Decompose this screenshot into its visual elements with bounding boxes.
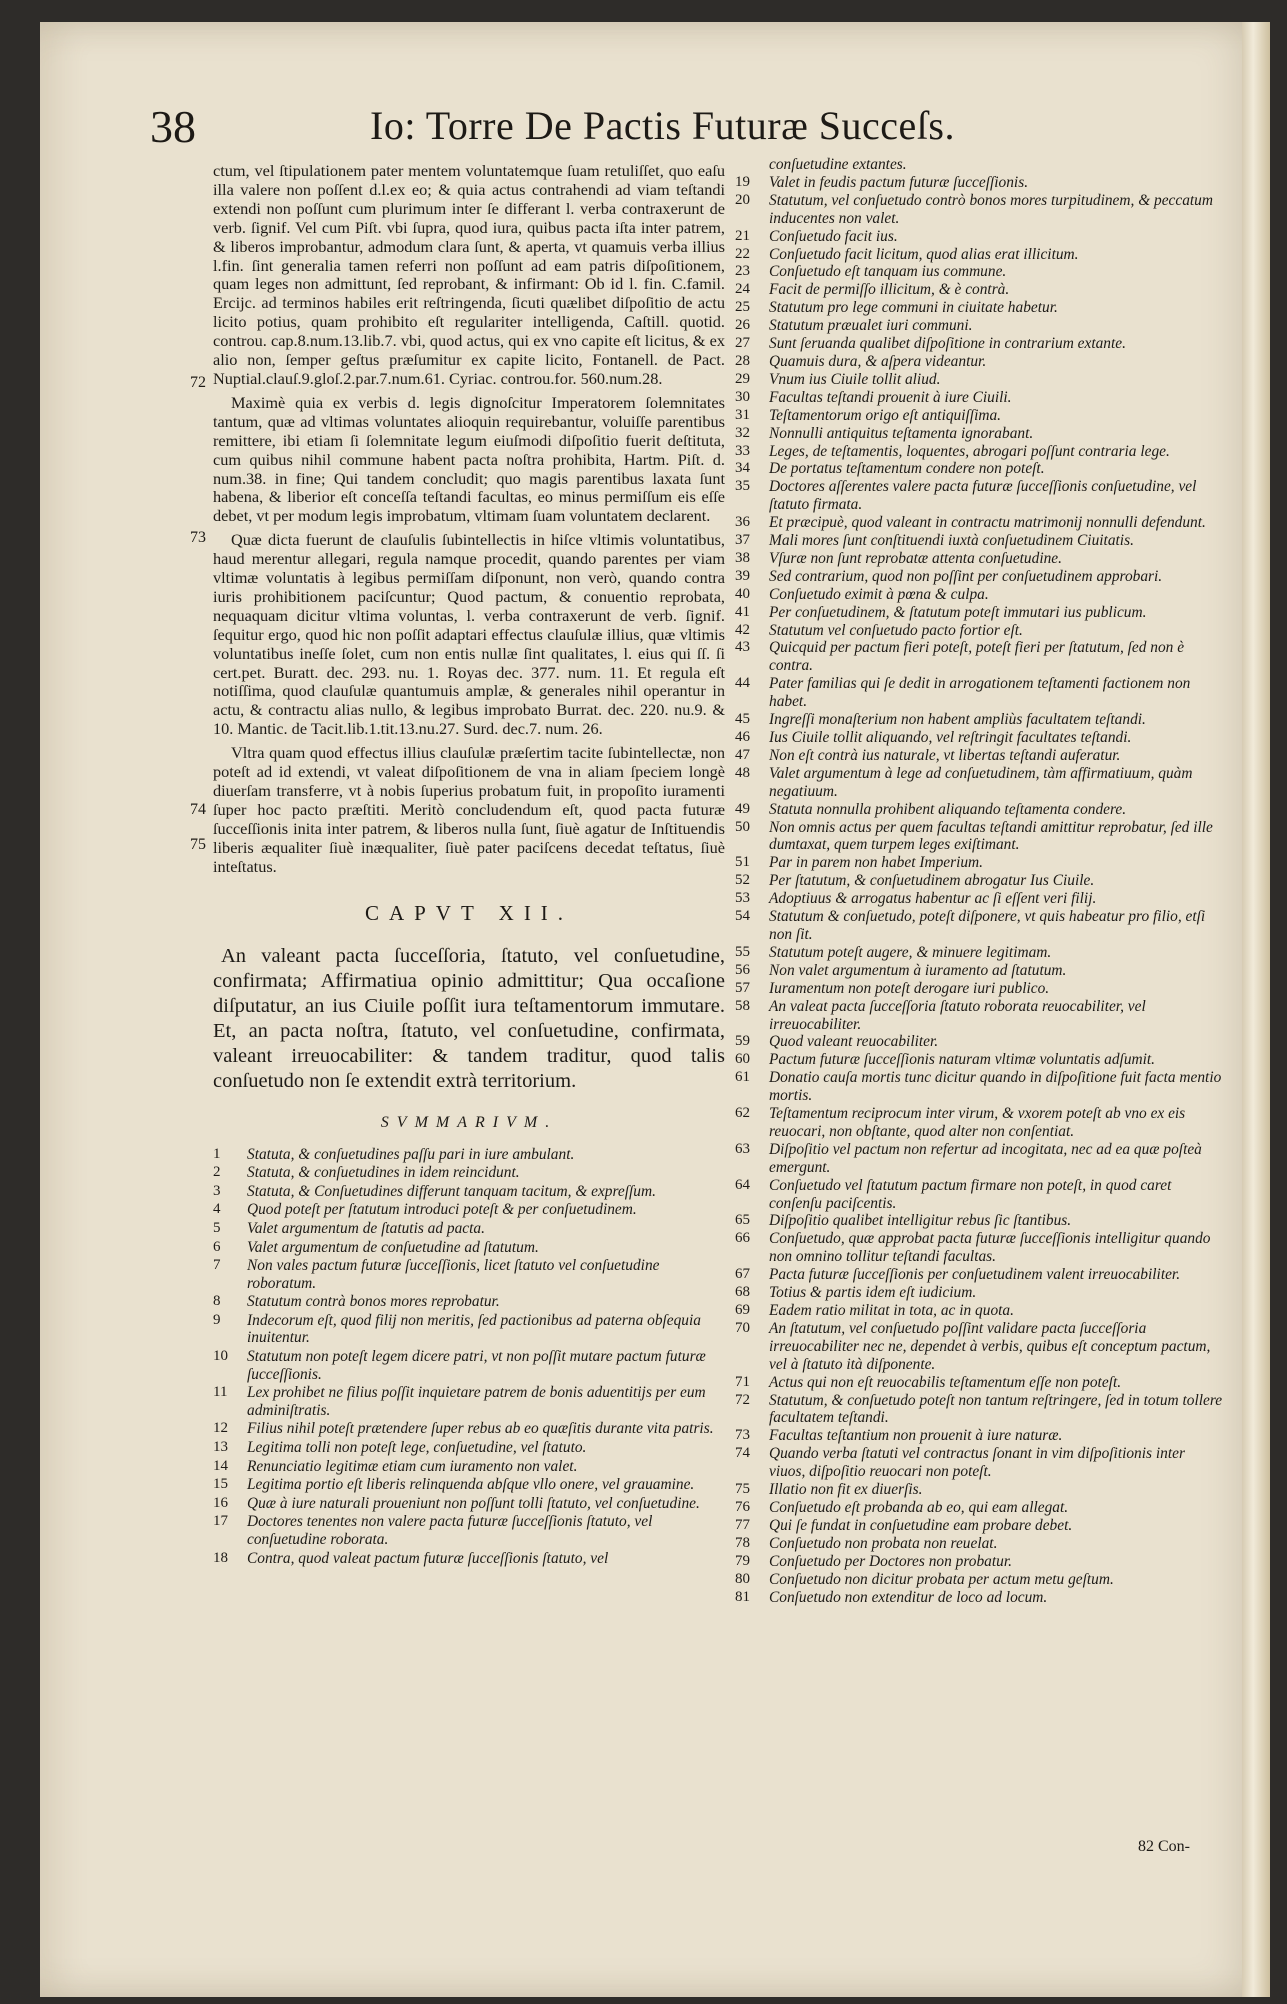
summary-item-number: 21 (735, 227, 750, 244)
summary-item-text: Diſpoſitio vel pactum non refertur ad incogitata, nec ad ea quæ poſteà emergunt. (769, 1140, 1202, 1176)
summary-item-text: Conſuetudo eſt probanda ab eo, qui eam allegat. (769, 1498, 1069, 1516)
summary-item-number: 58 (735, 997, 750, 1014)
summary-item-text: Vſuræ non ſunt reprobatæ attenta conſuetudine. (769, 549, 1062, 567)
summary-item-number: 45 (735, 711, 750, 728)
summary-item-text: Filius nihil poteſt prætendere ſuper rebus ab eo quæſitis durante vita patris. (247, 1420, 714, 1438)
summary-item-text: Contra, quod valeat pactum futuræ ſucceſſionis ſtatuto, vel (247, 1549, 609, 1567)
summary-item (213, 1164, 725, 1182)
summary-item-text: Eadem ratio militat in tota, ac in quota. (769, 1302, 1014, 1319)
summary-item (735, 1535, 1225, 1553)
summary-item-text: Statutum & conſuetudo, poteſt diſponere, vt quis habeatur pro filio, etſi non ſit. (769, 908, 1206, 943)
summary-item (735, 944, 1225, 962)
summary-item-number: 46 (735, 729, 750, 745)
summary-item-text: Pacta futuræ ſucceſſionis per conſuetudinem valent irreuocabiliter. (769, 1266, 1181, 1284)
summary-item-text: Iuramentum non poteſt derogare iuri publico. (769, 979, 1050, 997)
summary-item-text: Doctores aſſerentes valere pacta futuræ ſucceſſionis conſuetudine, vel ſtatuto firmata. (769, 478, 1197, 514)
chapter-heading: CAPVT XII. (364, 900, 574, 925)
summary-item-number: 64 (735, 1176, 750, 1193)
summary-item-text: Actus qui non eſt reuocabilis teſtamentum eſſe non poteſt. (769, 1373, 1122, 1391)
summary-item-number: 24 (735, 281, 750, 298)
right-column (735, 156, 1225, 1606)
summary-item-number: 52 (735, 872, 750, 889)
summary-item-number: 48 (735, 764, 750, 781)
summary-item-number: 78 (735, 1534, 750, 1551)
summary-item-number: 74 (735, 1445, 750, 1462)
summary-item-text: conſuetudine extantes. (769, 156, 907, 173)
summary-list-right (735, 156, 1225, 1606)
summary-item-text: Statutum non poteſt legem dicere patri, vt non poſſit mutare pactum futuræ ſucceſſionis. (247, 1348, 706, 1383)
summary-item-number: 16 (213, 1494, 228, 1511)
summary-item-text: Statuta nonnulla prohibent aliquando teſtamenta condere. (769, 800, 1127, 818)
summary-item (735, 1033, 1225, 1051)
summary-item-text: Pater familias qui ſe dedit in arrogationem teſtamenti factionem non habet. (769, 675, 1191, 711)
summary-item-number: 56 (735, 961, 750, 978)
summary-item-number: 14 (213, 1457, 228, 1474)
summary-item-text: Et præcipuè, quod valeant in contractu matrimonij nonnulli defendunt. (769, 514, 1206, 532)
summary-item-text: Donatio cauſa mortis tunc dicitur quando in diſpoſitione fuit facta mentio mortis. (769, 1069, 1222, 1105)
summary-item (213, 1439, 725, 1457)
summary-item (213, 1257, 725, 1292)
summary-item-text: Statutum vel conſuetudo pacto fortior eſt. (769, 621, 1023, 639)
summary-item (735, 1069, 1225, 1105)
summary-item-number: 23 (735, 263, 750, 280)
summary-item-number: 13 (213, 1439, 228, 1456)
summary-item-number: 3 (213, 1182, 221, 1199)
summary-item (213, 1239, 725, 1257)
summary-item-number: 62 (735, 1105, 750, 1122)
summary-item-number: 59 (735, 1033, 750, 1050)
summary-item-text: Ingreſſi monaſterium non habent ampliùs facultatem teſtandi. (769, 711, 1146, 729)
summary-item-number: 28 (735, 352, 750, 369)
summary-item-text: Quod poteſt per ſtatutum introduci poteſt & per conſuetudinem. (247, 1201, 637, 1219)
summary-item (735, 532, 1225, 550)
summary-item (735, 1517, 1225, 1535)
summary-item-number: 70 (735, 1319, 750, 1336)
summary-item (735, 317, 1225, 335)
summary-item (735, 389, 1225, 407)
summary-item (735, 890, 1225, 908)
summary-item (735, 1427, 1225, 1445)
summary-item (735, 263, 1225, 281)
summary-item-text: Statutum, & conſuetudo poteſt non tantum reſtringere, ſed in totum tollere facultatem teſtandi. (769, 1391, 1223, 1427)
summary-item-number: 53 (735, 890, 750, 907)
summary-item-number: 57 (735, 979, 750, 996)
paragraph: Maximè quia ex verbis d. legis dignoſcitur Imperatorem ſolemnitates tantum, quæ ad vltimas voluntates alioquin requirebantur, voluiſſe parentibus remittere, ibi etiam ſi ſolemnitate legum eiuſmodi diſpoſitio fuerit deſtituta, cum quibus nihil commune habent pacta noſtra prohibita, Hartm. Piſt. d. num.38. in fine; Qui tandem concludit; quo magis parentibus laxata ſunt habena, & liberior eſt conceſſa teſtandi facultas, eo minus permiſſum eis eſſe debet, vt per modum legis improbatum, vltimam ſuam voluntatem declarent. (213, 392, 725, 526)
summary-item-text: Diſpoſitio qualibet intelligitur rebus ſic ſtantibus. (769, 1212, 1072, 1230)
summary-item-number: 7 (213, 1257, 221, 1274)
summary-item-text: Teſtamentum reciprocum inter virum, & vxorem poteſt ab vno ex eis reuocari, non obſtante, quod alter non conſentiat. (769, 1105, 1186, 1140)
summary-item (213, 1201, 725, 1219)
summary-item (735, 460, 1225, 478)
summary-item-text: Facit de permiſſo illicitum, & è contrà. (769, 281, 1010, 299)
summary-heading: SVMMARIVM. (380, 1113, 558, 1131)
summary-item-number: 68 (735, 1284, 750, 1301)
summary-item-number: 75 (735, 1481, 750, 1498)
summary-item (735, 1302, 1225, 1320)
summary-item-text: Valet argumentum à lege ad conſuetudinem, tàm affirmatiuum, quàm negatiuum. (769, 764, 1193, 800)
summary-item-text: Renunciatio legitimæ etiam cum iuramento non valet. (247, 1457, 578, 1475)
summary-item-number: 26 (735, 317, 750, 334)
summary-item-number: 54 (735, 908, 750, 925)
summary-item-number: 71 (735, 1373, 750, 1390)
summary-item-number: 17 (213, 1513, 228, 1530)
summary-item (213, 1183, 725, 1201)
summary-item-text: Teſtamentorum origo eſt antiquiſſima. (769, 406, 1002, 424)
summary-item (735, 1571, 1225, 1589)
summary-item-number: 4 (213, 1201, 221, 1218)
summary-item-text: Sunt ſeruanda qualibet diſpoſitione in contrarium extante. (769, 335, 1126, 353)
summary-item-number: 67 (735, 1266, 750, 1283)
summary-item-text: Statutum, vel conſuetudo contrò bonos mores turpitudinem, & peccatum inducentes non valet. (769, 191, 1213, 227)
summary-item (735, 729, 1225, 747)
summary-item-number: 33 (735, 442, 750, 459)
summary-item (213, 1420, 725, 1438)
summary-item-text: Conſuetudo non probata non reuelat. (769, 1534, 998, 1552)
summary-item (735, 228, 1225, 246)
summary-item (735, 604, 1225, 622)
summary-item (735, 801, 1225, 819)
summary-item-number: 15 (213, 1476, 228, 1493)
summary-item-number: 30 (735, 388, 750, 405)
summary-item (735, 1212, 1225, 1230)
margin-number: 72 (190, 374, 206, 391)
summary-item-number: 27 (735, 335, 750, 352)
summary-item-text: Adoptiuus & arrogatus habentur ac ſi eſſent veri filij. (769, 890, 1097, 908)
summary-item-text: Quando verba ſtatuti vel contractus ſonant in vim diſpoſitionis inter viuos, diſpoſitio reuocari non poteſt. (769, 1445, 1185, 1481)
summary-item-text: Indecorum eſt, quod filij non meritis, ſed pactionibus ad paterna obſequia inuitentur. (247, 1311, 701, 1347)
summary-item-number: 76 (735, 1498, 750, 1515)
summary-item-text: Valet argumentum de conſuetudine ad ſtatutum. (247, 1238, 539, 1256)
summary-item-number: 66 (735, 1230, 750, 1247)
summary-item-text: Conſuetudo eximit à pœna & culpa. (769, 585, 989, 603)
summary-item (735, 872, 1225, 890)
summary-item (735, 407, 1225, 425)
summary-item-number: 81 (735, 1588, 750, 1605)
summary-item-text: Quamuis dura, & aſpera videantur. (769, 352, 987, 370)
summary-item-text: Conſuetudo, quæ approbat pacta futuræ ſucceſſionis intelligitur quando non omnino tollitur teſtandi facultas. (769, 1230, 1211, 1266)
summary-item (735, 622, 1225, 640)
summary-item (735, 819, 1225, 855)
summary-item-text: Facultas teſtandi prouenit à iure Ciuili. (769, 388, 1012, 406)
summary-item-number: 9 (213, 1311, 221, 1328)
summary-item-number: 32 (735, 424, 750, 441)
summary-item-text: Per ſtatutum, & conſuetudinem abrogatur Ius Ciuile. (769, 872, 1095, 890)
summary-item-number: 5 (213, 1219, 221, 1236)
summary-item-text: Par in parem non habet Imperium. (769, 854, 984, 872)
summary-item (735, 980, 1225, 998)
summary-item-text: Mali mores ſunt conſtituendi iuxtà conſuetudinem Ciuitatis. (769, 532, 1134, 550)
summary-item-text: An ſtatutum, vel conſuetudo poſſint validare pacta ſucceſſoria irreuocabiliter nec ne, dependet à verbis, quibus eſt conceptum pactum, vel à ſtatuto ità diſponente. (769, 1319, 1211, 1373)
summary-item-text: Legitima portio eſt liberis relinquenda abſque vllo onere, vel grauamine. (247, 1476, 695, 1494)
summary-item (213, 1293, 725, 1311)
summary-item (735, 908, 1225, 944)
summary-item (735, 1392, 1225, 1428)
summary-item (735, 1177, 1225, 1213)
summary-item-text: Non eſt contrà ius naturale, vt libertas teſtandi auferatur. (769, 746, 1121, 764)
summary-item-text: Statuta, & conſuetudines in idem reincidunt. (247, 1164, 520, 1182)
summary-item-text: Quicquid per pactum fieri poteſt, poteſt fieri per ſtatutum, ſed non è contra. (769, 639, 1185, 675)
summary-item-text: Non valet argumentum à iuramento ad ſtatutum. (769, 961, 1067, 979)
summary-item-text: Vnum ius Ciuile tollit aliud. (769, 370, 941, 388)
summary-item-number: 60 (735, 1051, 750, 1068)
summary-item (735, 1266, 1225, 1284)
margin-number: 75 (190, 836, 206, 853)
summary-item-text: Statuta, & conſuetudines paſſu pari in iure ambulant. (247, 1145, 575, 1163)
summary-item (735, 639, 1225, 675)
summary-item (213, 1458, 725, 1476)
summary-item-number: 20 (735, 191, 750, 208)
summary-item-text: Conſuetudo non dicitur probata per actum metu geſtum. (769, 1570, 1114, 1588)
summary-item-text: Conſuetudo per Doctores non probatur. (769, 1552, 1012, 1570)
summary-item-text: Nonnulli antiquitus teſtamenta ignorabant. (769, 424, 1034, 442)
summary-item (735, 711, 1225, 729)
summary-item (735, 1589, 1225, 1607)
paragraph: Vltra quam quod effectus illius clauſulæ præſertim tacite ſubintellectæ, non poteſt ad id extendi, vt valeat diſpoſitionem de vna in aliam ſpeciem longè diuerſam transferre, vt à nobis ſuperius probatum fuit, in propoſito iuramenti ſuper hoc pacto præſtiti. Meritò concludendum eſt, quod pacta futuræ ſucceſſionis inita inter patrem, & liberos nulla ſunt, ſiuè agatur de Inſtituendis liberis æqualiter ſiuè inæqualiter, ſiuè pater paciſcens decedat teſtatus, ſiuè inteſtatus. (213, 743, 725, 876)
summary-item-number: 47 (735, 746, 750, 763)
summary-item-text: Non omnis actus per quem facultas teſtandi amittitur reprobatur, ſed ille dumtaxat, quem turpem leges exiſtimant. (769, 818, 1213, 854)
summary-item-number: 34 (735, 460, 750, 477)
summary-item (735, 1284, 1225, 1302)
summary-item-text: Totius & partis idem eſt iudicium. (769, 1284, 977, 1302)
summary-item-text: Statutum præualet iuri communi. (769, 317, 973, 335)
summary-item (213, 1513, 725, 1548)
summary-item-number: 8 (213, 1293, 221, 1310)
summary-item-text: Statutum poteſt augere, & minuere legitimam. (769, 943, 1052, 961)
summary-item (735, 514, 1225, 532)
summary-item-number: 79 (735, 1552, 750, 1569)
summary-item (735, 1499, 1225, 1517)
summary-item-number: 55 (735, 943, 750, 960)
summary-item (213, 1495, 725, 1513)
summary-item (735, 998, 1225, 1034)
summary-item (735, 299, 1225, 317)
summary-item-text: Non vales pactum futuræ ſucceſſionis, licet ſtatuto vel conſuetudine roboratum. (247, 1257, 660, 1292)
summary-item-number: 6 (213, 1238, 221, 1255)
summary-item-number: 42 (735, 621, 750, 638)
page-gutter-edge (1242, 22, 1270, 1997)
summary-item-text: Conſuetudo vel ſtatutum pactum firmare non poteſt, in quod caret conſenſu paciſcentis. (769, 1176, 1172, 1212)
summary-item-text: Pactum futuræ ſucceſſionis naturam vltimæ voluntatis adſumit. (769, 1051, 1156, 1069)
summary-item-text: Legitima tolli non poteſt lege, conſuetudine, vel ſtatuto. (247, 1439, 587, 1457)
summary-item-number: 43 (735, 639, 750, 656)
summary-item (735, 1374, 1225, 1392)
summary-item (735, 443, 1225, 461)
summary-item (213, 1384, 725, 1419)
summary-item-text: Per conſuetudinem, & ſtatutum poteſt immutari ius publicum. (769, 603, 1147, 621)
summary-item (735, 1553, 1225, 1571)
summary-item-text: Conſuetudo facit licitum, quod alias erat illicitum. (769, 245, 1079, 263)
summary-item-text: Conſuetudo facit ius. (769, 227, 898, 245)
paragraph: Quæ dicta fuerunt de clauſulis ſubintellectis in hiſce vltimis voluntatibus, haud merentur allegari, regula namque procedit, quando parentes per viam vltimæ voluntatis à legibus permiſſam diſponunt, non verò, quando contra iuris prohibitionem paciſcuntur; Quod pactum, & conuentio reprobata, nequaquam dicitur vltima voluntas, l. verba contraxerunt de verb. ſignif. ſequitur ergo, quod hic non poſſit adaptari effectus clauſulæ illius, quæ vltimis voluntatibus ineſſe ſolet, cum non entis nullæ ſint qualitates, l. eius qui ſſ. ſi cert.pet. Buratt. dec. 293. nu. 1. Royas dec. 377. num. 11. Et regula eſt notiſſima, quod clauſulæ quantumuis amplæ, & generales nihil operantur in actu, & contractu alias nullo, & legibus improbato Burrat. dec. 220. nu.9. & 10. Mantic. de Tacit.lib.1.tit.13.nu.27. Surd. dec.7. num. 26. (213, 530, 725, 739)
summary-item-number: 37 (735, 532, 750, 549)
summary-item-number: 65 (735, 1212, 750, 1229)
summary-item-number (735, 156, 769, 174)
summary-item-number: 44 (735, 675, 750, 692)
summary-item-number: 12 (213, 1420, 228, 1437)
summary-item-text: Quæ à iure naturali proueniunt non poſſunt tolli ſtatuto, vel conſuetudine. (247, 1494, 700, 1512)
summary-item (735, 1051, 1225, 1069)
page-number: 38 (150, 101, 196, 152)
summary-item (213, 1220, 725, 1238)
summary-item-text: Illatio non fit ex diuerſis. (769, 1481, 923, 1499)
page-header (150, 100, 1200, 160)
summary-item (213, 1312, 725, 1347)
summary-item (735, 962, 1225, 980)
summary-item-number: 2 (213, 1164, 221, 1181)
summary-item-number: 31 (735, 406, 750, 423)
summary-item (735, 425, 1225, 443)
summary-item-number: 77 (735, 1516, 750, 1533)
summary-item-number: 38 (735, 549, 750, 566)
summary-item (213, 1476, 725, 1494)
summary-item-number: 73 (735, 1427, 750, 1444)
summary-item (213, 1348, 725, 1383)
summary-item-text: De portatus teſtamentum condere non poteſt. (769, 460, 1045, 478)
summary-item (735, 765, 1225, 801)
summary-item-number: 69 (735, 1302, 750, 1318)
summary-item (735, 568, 1225, 586)
summary-item (735, 550, 1225, 568)
summary-item-number: 10 (213, 1348, 228, 1365)
summary-item-number: 36 (735, 514, 750, 531)
running-title: Io: Torre De Pactis Futuræ Succeſs. (370, 103, 955, 148)
summary-item (735, 192, 1225, 228)
summary-item-number: 39 (735, 567, 750, 584)
summary-item-number: 61 (735, 1069, 750, 1086)
summary-item (735, 1230, 1225, 1266)
summary-item-number: 49 (735, 800, 750, 817)
summary-item-text: Sed contrarium, quod non poſſint per conſuetudinem approbari. (769, 567, 1163, 585)
summary-item-text: An valeat pacta ſucceſſoria ſtatuto roborata reuocabiliter, vel irreuocabiliter. (769, 997, 1146, 1033)
summary-item-number: 29 (735, 370, 750, 387)
summary-item-text: Facultas teſtantium non prouenit à iure naturæ. (769, 1427, 1063, 1445)
summary-item-number: 18 (213, 1549, 228, 1566)
summary-item-number: 35 (735, 478, 750, 495)
summary-item-text: Doctores tenentes non valere pacta futuræ ſucceſſionis ſtatuto, vel conſuetudine roborata. (247, 1513, 653, 1548)
summary-list-left (213, 1146, 725, 1568)
summary-item-number: 40 (735, 585, 750, 602)
summary-item (735, 1141, 1225, 1177)
summary-item (213, 1550, 725, 1568)
margin-number: 73 (190, 529, 206, 546)
summary-item-text: Valet argumentum de ſtatutis ad pacta. (247, 1219, 485, 1237)
summary-item (735, 586, 1225, 604)
summary-item-number: 50 (735, 818, 750, 835)
summary-item-text: Statuta, & Conſuetudines differunt tanquam tacitum, & expreſſum. (247, 1182, 656, 1200)
summary-item-number: 63 (735, 1140, 750, 1157)
summary-item (735, 675, 1225, 711)
summary-item (735, 156, 1225, 174)
margin-number: 74 (190, 801, 206, 818)
chapter-argument: An valeant pacta ſucceſſoria, ſtatuto, vel conſuetudine, confirmata; Affirmatiua opinio admittitur; Qua occaſione diſputatur, an ius Ciuile poſſit iura teſtamentorum immutare. Et, an pacta noſtra, ſtatuto, vel conſuetudine, confirmata, valeant irreuocabiliter: & tandem traditur, quod talis conſuetudo non ſe extendit extrà territorium. (213, 944, 725, 1092)
summary-item-number: 25 (735, 299, 750, 316)
summary-item-number: 51 (735, 854, 750, 871)
summary-item (735, 1445, 1225, 1481)
summary-item (213, 1146, 725, 1164)
summary-item (735, 1105, 1225, 1141)
summary-item-number: 19 (735, 173, 750, 190)
summary-item (735, 353, 1225, 371)
summary-item-text: Qui ſe fundat in conſuetudine eam probare debet. (769, 1516, 1073, 1534)
summary-item (735, 281, 1225, 299)
summary-item-number: 11 (213, 1384, 228, 1401)
summary-item-text: Conſuetudo non extenditur de loco ad locum. (769, 1588, 1048, 1606)
summary-item (735, 174, 1225, 192)
summary-item-number: 80 (735, 1570, 750, 1587)
summary-item-text: Statutum pro lege communi in ciuitate habetur. (769, 299, 1058, 317)
summary-item-text: Ius Ciuile tollit aliquando, vel reſtringit facultates teſtandi. (769, 729, 1132, 746)
summary-item-text: Conſuetudo eſt tanquam ius commune. (769, 263, 1007, 281)
summary-item-text: Valet in feudis pactum futuræ ſucceſſionis. (769, 173, 1029, 191)
left-column (213, 162, 725, 1568)
summary-item (735, 747, 1225, 765)
summary-item (735, 1481, 1225, 1499)
summary-item-number: 72 (735, 1391, 750, 1408)
summary-item (735, 246, 1225, 264)
summary-item (735, 371, 1225, 389)
summary-item (735, 478, 1225, 514)
summary-item (735, 1320, 1225, 1374)
summary-item-number: 22 (735, 245, 750, 262)
summary-item (735, 335, 1225, 353)
summary-item-text: Leges, de teſtamentis, loquentes, abrogari poſſunt contraria lege. (769, 442, 1170, 460)
summary-item-number: 1 (213, 1145, 221, 1162)
catchword: 82 Con- (1138, 1838, 1190, 1855)
paragraph: ctum, vel ſtipulationem pater mentem voluntatemque ſuam retuliſſet, quo eaſu illa valere non poſſent d.l.ex eo; & quia actus contrahendi ad viam teſtandi extendi non poſſunt cum plurimum inter ſe differant l. verba contraxerunt de verb. ſignif. Vel cum Piſt. vbi ſupra, quod iura, quibus pacta iſta inter patrem, & liberos improbantur, admodum clara ſunt, & aperta, vt quamuis verba illius l.fin. ſint generalia tamen referri non poſſunt ad eam patris diſpoſitionem, quam leges non admittunt, ſed reprobant, & infirmant: Ob id l. fin. C.famil. Ercijc. ad terminos habiles erit reſtringenda, ſicuti quælibet diſpoſitio de actu licito potius, quam prohibito eſt regulariter intelligenda, Caſtill. quotid. controu. cap.8.num.13.lib.7. vbi, quod actus, qui ex vno capite eſt licitus, & ex alio non, ſemper geſtus præſumitur ex capite licito, Fontanell. de Pact. Nuptial.clauſ.9.gloſ.2.par.7.num.61. Cyriac. controu.for. 560.num.28. (213, 161, 725, 388)
summary-item-number: 41 (735, 603, 750, 620)
summary-item-text: Quod valeant reuocabiliter. (769, 1033, 939, 1051)
summary-item-text: Statutum contrà bonos mores reprobatur. (247, 1293, 500, 1311)
summary-item (735, 854, 1225, 872)
summary-item-text: Lex prohibet ne filius poſſit inquietare patrem de bonis aduentitijs per eum adminiſtratis. (247, 1384, 706, 1419)
